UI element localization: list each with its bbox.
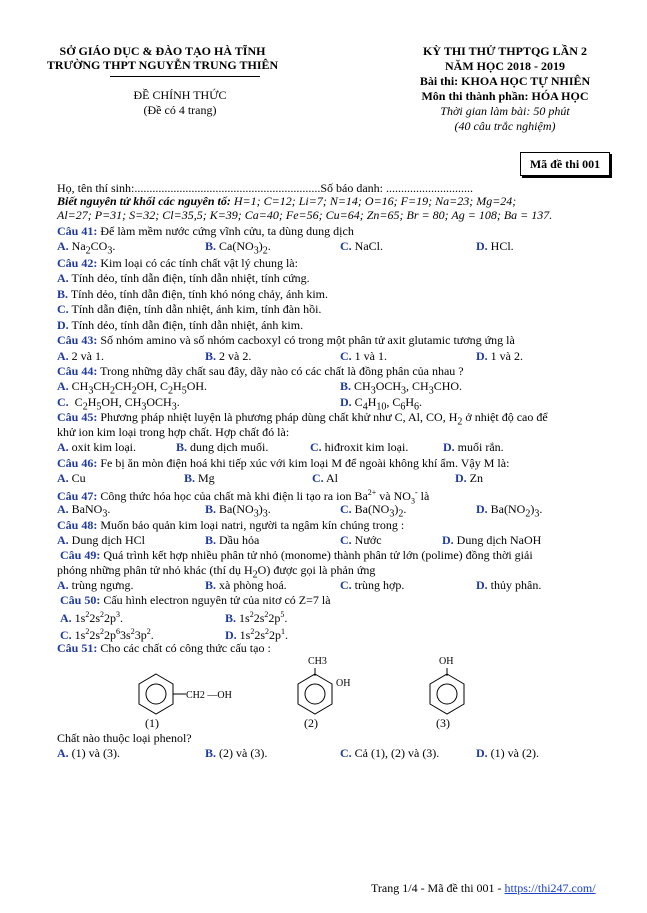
question-45: Câu 45: Phương pháp nhiệt luyện là phương pháp dùng chất khử như C, Al, CO, $H_2$ ở nhiệt độ cao để — [57, 410, 548, 428]
structure-3-label: (3) — [436, 716, 450, 730]
q41-option-b[interactable]: B. $Ca(NO_3)_2$. — [205, 239, 271, 257]
exam-title: KỲ THI THỬ THPTQG LẦN 2 — [423, 44, 587, 58]
atomic-mass-values-1: H=1; C=12; Li=7; N=14; O=16; F=19; Na=23; Mg=24; — [230, 194, 517, 208]
department-name: SỞ GIÁO DỤC & ĐÀO TẠO HÀ TĨNH — [59, 44, 266, 58]
atomic-mass-label: Biết nguyên tử khối các nguyên tố: — [57, 194, 231, 208]
q44-option-b[interactable]: B. $CH_3OCH_3$, $CH_3CHO$. — [340, 379, 463, 397]
exam-year: NĂM HỌC 2018 - 2019 — [445, 59, 565, 73]
q51-option-b[interactable]: B. (2) và (3). — [205, 746, 268, 760]
s3-oh: OH — [439, 656, 454, 667]
q43-option-c[interactable]: C. 1 và 1. — [340, 349, 387, 363]
structure-3-phenol — [423, 652, 473, 716]
q48-option-d[interactable]: D. Dung dịch NaOH — [442, 533, 542, 547]
s1-group: CH2 —OH — [186, 690, 232, 701]
q43-option-d[interactable]: D. 1 và 2. — [476, 349, 523, 363]
q49-option-a[interactable]: A. trùng ngưng. — [57, 578, 134, 592]
q42-option-d[interactable]: D. Tính dẻo, tính dẫn điện, tính dẫn nhiệt, ánh kim. — [57, 318, 304, 332]
atomic-mass-line-1 — [57, 194, 516, 208]
q50-option-c[interactable]: C. $1s^22s^22p^63s^23p^2$. — [60, 627, 154, 642]
q46-option-c[interactable]: C. Al — [312, 471, 339, 485]
question-41 — [57, 224, 354, 238]
q44-option-d[interactable]: D. $C_4H_{10}$, $C_6H_6$. — [340, 395, 423, 413]
q47-option-b[interactable]: B. $Ba(NO_3)_3$. — [205, 502, 271, 520]
q42-option-c[interactable]: C. Tính dẫn điện, tính dẫn nhiệt, ánh kim, tính đàn hồi. — [57, 302, 322, 316]
q51-option-d[interactable]: D. (1) và (2). — [476, 746, 539, 760]
structure-1-benzyl-alcohol — [128, 672, 248, 716]
header-divider — [110, 76, 260, 77]
q50-option-b[interactable]: B. $1s^22s^22p^5$. — [225, 610, 288, 625]
q46-option-d[interactable]: D. Zn — [455, 471, 484, 485]
exam-subject: Bài thi: KHOA HỌC TỰ NHIÊN — [419, 74, 591, 88]
q45-text-2: khử ion kim loại trong hợp chất. Hợp chất đó là: — [57, 425, 290, 439]
question-42: Câu 42: Kim loại có các tính chất vật lý chung là: — [57, 256, 298, 270]
structure-1-label: (1) — [145, 716, 159, 730]
q50-option-d[interactable]: D. $1s^22s^22p^1$. — [225, 627, 289, 642]
q46-option-a[interactable]: A. Cu — [57, 471, 86, 485]
page-count: (Đề có 4 trang) — [143, 103, 217, 117]
exam-component: Môn thi thành phần: HÓA HỌC — [421, 89, 589, 103]
question-47: Câu 47: Công thức hóa học của chất mà khi điện li tạo ra ion $Ba^{2+}$ và $NO_3^-$ là — [57, 488, 430, 506]
q42-option-a[interactable]: A. Tính dẻo, tính dẫn điện, tính dẫn nhiệt, tính cứng. — [57, 271, 310, 285]
q49-option-c[interactable]: C. trùng hợp. — [340, 578, 405, 592]
question-43: Câu 43: Số nhóm amino và số nhóm cacboxyl có trong một phân tử axit glutamic tương ứng là — [57, 333, 515, 347]
question-49: Câu 49: Quá trình kết hợp nhiều phân tử nhỏ (monome) thành phân tử lớn (polime) đồng thời giải — [60, 548, 533, 562]
q45-option-a[interactable]: A. oxit kim loại. — [57, 440, 137, 454]
q51-question: Chất nào thuộc loại phenol? — [57, 731, 192, 745]
q47-option-c[interactable]: C. $Ba(NO_3)_2$. — [340, 502, 407, 520]
q49-text-2: phóng những phân tử nhỏ khác (thí dụ $H_2O$) được gọi là phản ứng — [57, 563, 376, 581]
q41-text: Để làm mềm nước cứng vĩnh cửu, ta dùng dung dịch — [97, 224, 354, 238]
footer-link[interactable]: https://thi247.com/ — [504, 881, 596, 895]
school-name: TRƯỜNG THPT NGUYỄN TRUNG THIÊN — [46, 58, 279, 72]
q46-option-b[interactable]: B. Mg — [184, 471, 215, 485]
q49-option-d[interactable]: D. thủy phân. — [476, 578, 542, 592]
q44-option-a[interactable]: A. $CH_3CH_2CH_2OH$, $C_2H_5OH$. — [57, 379, 208, 397]
structure-2-label: (2) — [304, 716, 318, 730]
question-46: Câu 46: Fe bị ăn mòn điện hoá khi tiếp xúc với kim loại M để ngoài không khí ẩm. Vậy M là: — [57, 456, 510, 470]
q44-option-c[interactable]: C. $C_2H_5OH$, $CH_3OCH_3$. — [57, 395, 180, 413]
q48-option-a[interactable]: A. Dung dịch HCl — [57, 533, 146, 547]
q48-option-b[interactable]: B. Dầu hỏa — [205, 533, 260, 547]
q41-option-c[interactable]: C. NaCl. — [340, 239, 384, 253]
q45-option-d[interactable]: D. muối rắn. — [443, 440, 504, 454]
structure-2-o-cresol — [290, 654, 360, 716]
exam-code: Mã đề thi 001 — [529, 157, 601, 171]
footer-text: Trang 1/4 - Mã đề thi 001 - — [371, 881, 505, 895]
q51-option-c[interactable]: C. Cả (1), (2) và (3). — [340, 746, 440, 760]
exam-time: Thời gian làm bài: 50 phút — [440, 104, 570, 118]
exam-code-box — [520, 152, 610, 176]
q41-option-d[interactable]: D. HCl. — [476, 239, 514, 253]
q45-option-b[interactable]: B. dung dịch muối. — [176, 440, 269, 454]
student-info-line: Họ, tên thí sinh:..............................................................Số báo danh: ............................. — [57, 181, 473, 195]
q51-option-a[interactable]: A. (1) và (3). — [57, 746, 120, 760]
question-44: Câu 44: Trong những dãy chất sau đây, dãy nào có các chất là đồng phân của nhau ? — [57, 364, 464, 378]
s2-methyl: CH3 — [308, 656, 327, 667]
q47-option-a[interactable]: A. BaNO$_3$. — [57, 502, 111, 520]
q43-option-b[interactable]: B. 2 và 2. — [205, 349, 252, 363]
question-51: Câu 51: Cho các chất có công thức cấu tạo : — [57, 641, 271, 655]
atomic-mass-line-2: Al=27; P=31; S=32; Cl=35,5; K=39; Ca=40; Fe=56; Cu=64; Zn=65; Br = 80; Ag = 108; Ba = 137. — [57, 208, 553, 222]
q43-option-a[interactable]: A. 2 và 1. — [57, 349, 104, 363]
q42-option-b[interactable]: B. Tính dẻo, tính dẫn điện, tính khó nóng chảy, ánh kim. — [57, 287, 328, 301]
q41-option-a[interactable]: A. $Na_2CO_3$. — [57, 239, 116, 257]
page-footer — [371, 881, 596, 895]
q41-number: Câu 41: — [57, 224, 98, 238]
q47-option-d[interactable]: D. $Ba(NO_2)_3$. — [476, 502, 543, 520]
q50-option-a[interactable]: A. $1s^22s^22p^3$. — [60, 610, 124, 625]
official-label: ĐỀ CHÍNH THỨC — [133, 88, 227, 102]
question-48: Câu 48: Muốn bảo quản kim loại natri, người ta ngâm kín chúng trong : — [57, 518, 405, 532]
q48-option-c[interactable]: C. Nước — [340, 533, 382, 547]
s2-oh: OH — [336, 678, 351, 689]
q49-option-b[interactable]: B. xà phòng hoá. — [205, 578, 287, 592]
q45-option-c[interactable]: C. hiđroxit kim loại. — [310, 440, 409, 454]
question-count: (40 câu trắc nghiệm) — [454, 119, 556, 133]
question-50: Câu 50: Cấu hình electron nguyên tử của nitơ có Z=7 là — [60, 593, 331, 607]
